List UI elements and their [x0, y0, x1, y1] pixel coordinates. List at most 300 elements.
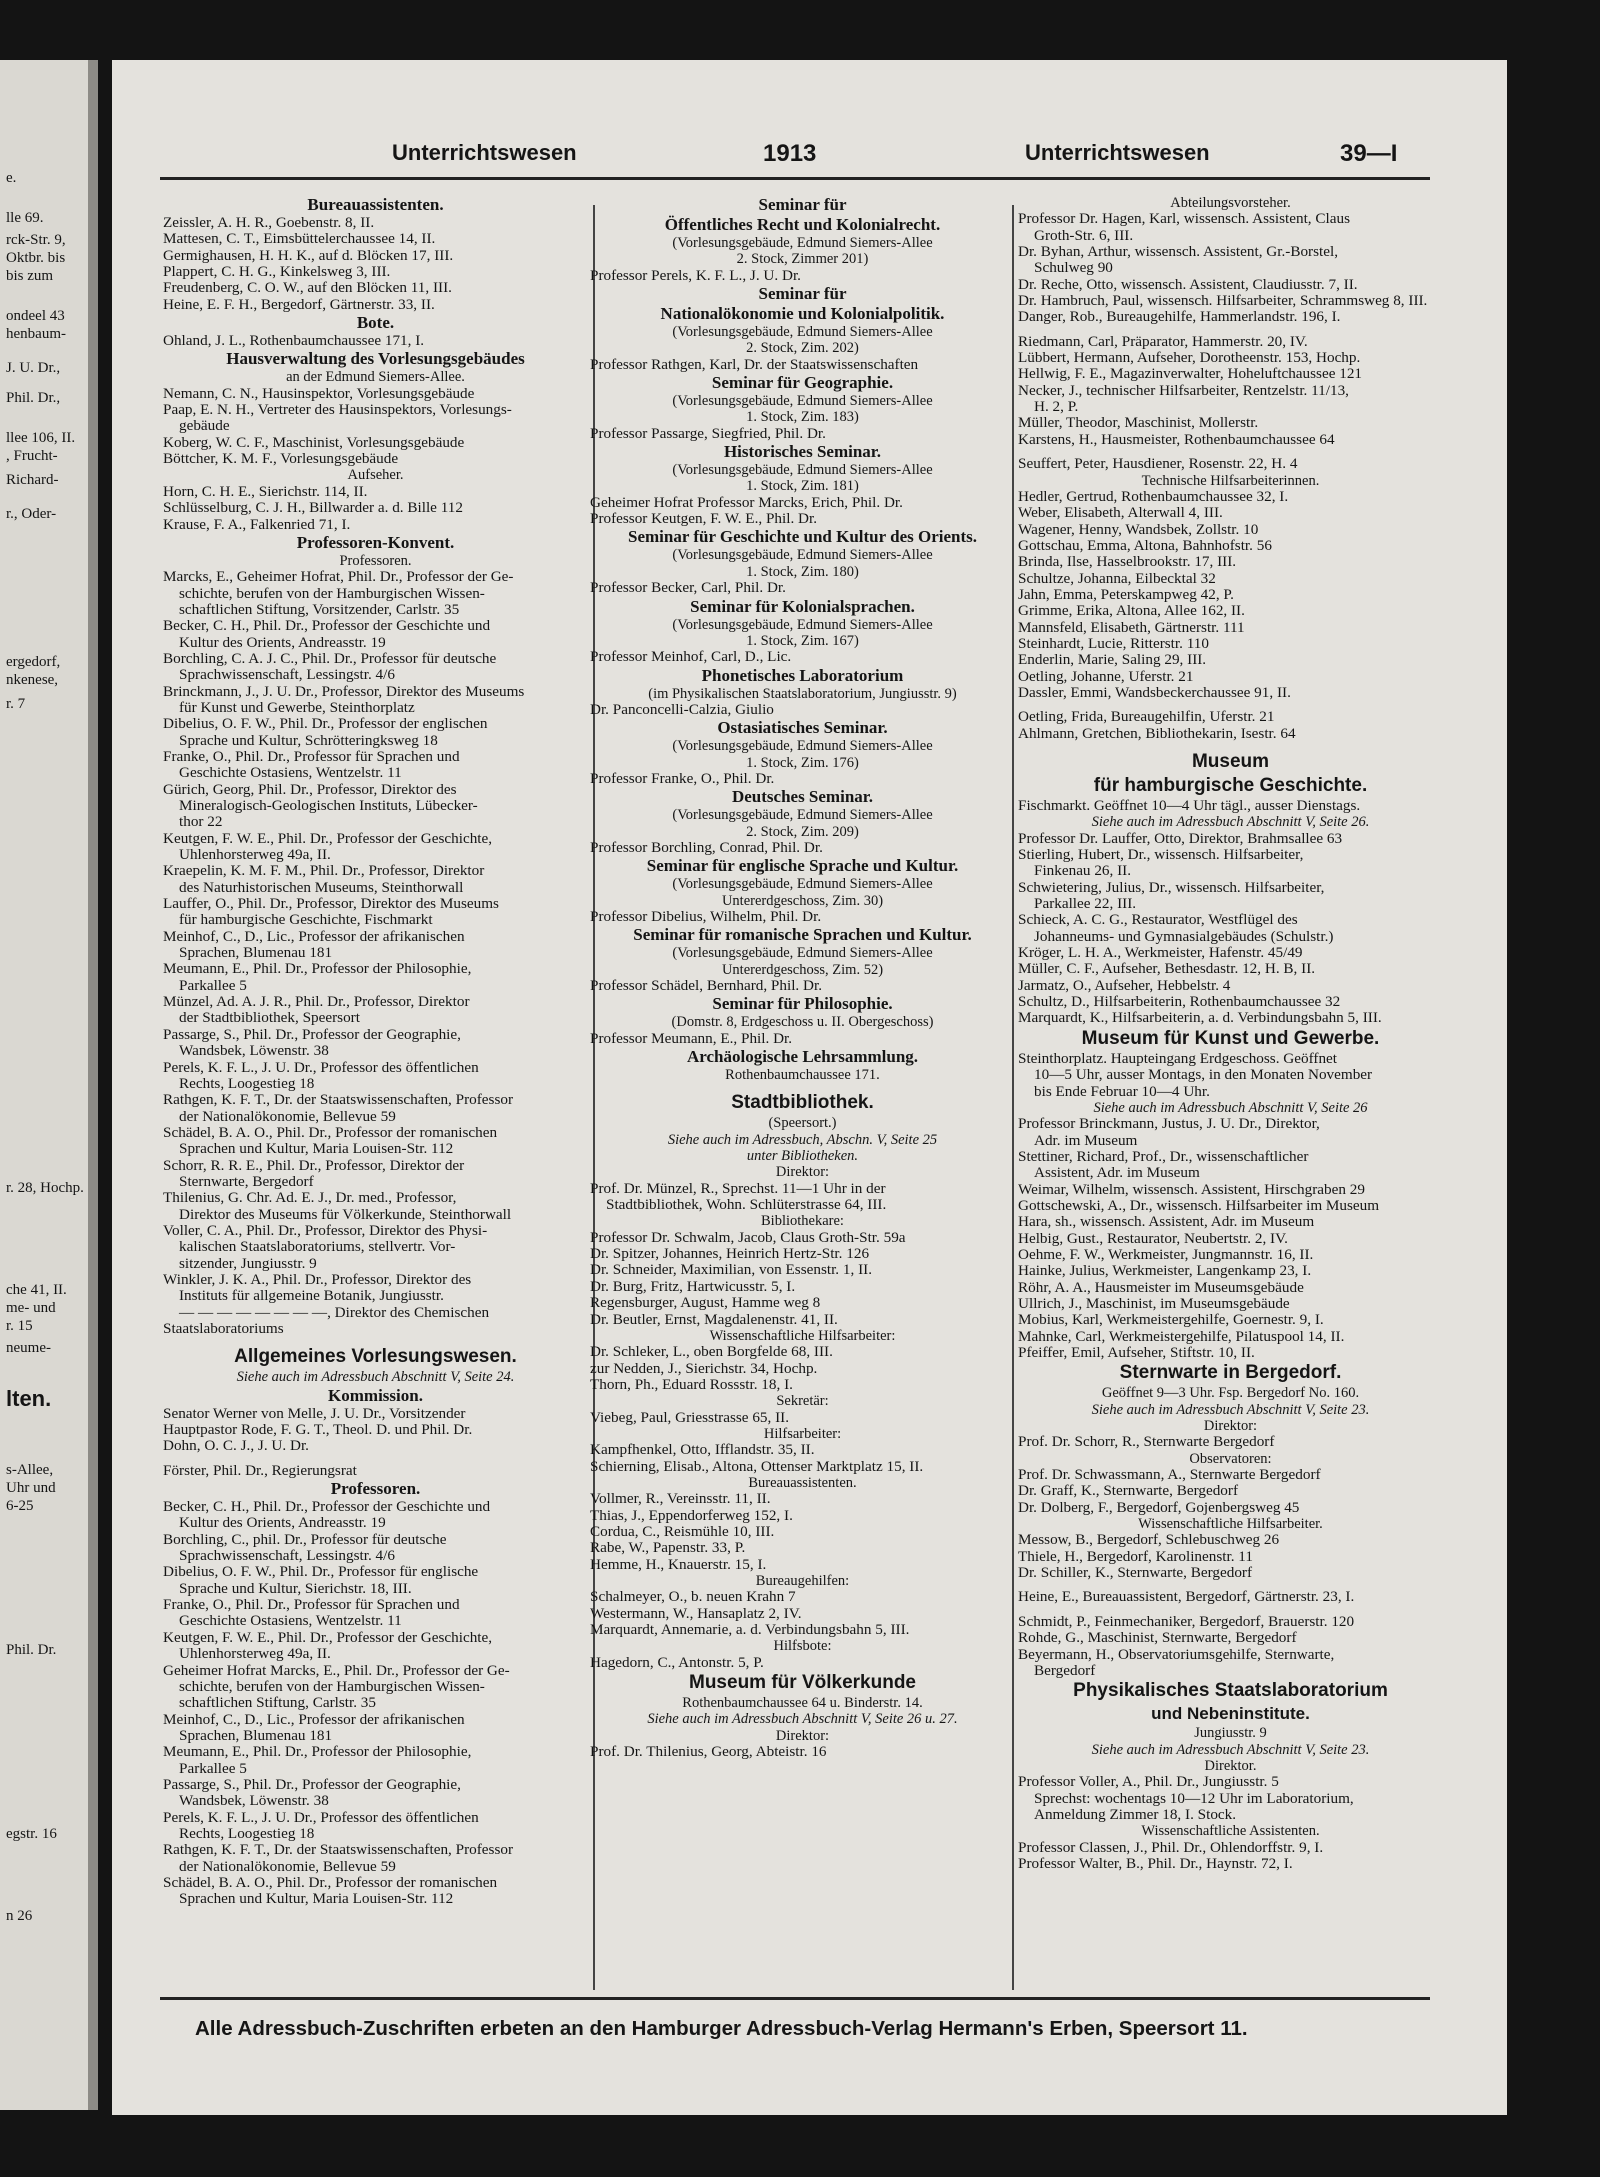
page-number: 39—I: [1340, 140, 1398, 167]
entry-line: Hedler, Gertrud, Rothenbaumchaussee 32, I.: [1018, 488, 1289, 505]
entry-line: Professor Schädel, Bernhard, Phil. Dr.: [590, 978, 822, 994]
entry-line: Dr. Schleker, L., oben Borgfelde 68, III.: [590, 1344, 833, 1361]
subheading: Bibliothekare:: [761, 1213, 844, 1230]
entry-line: Marquardt, K., Hilfsarbeiterin, a. d. Verbindungsbahn 5, III.: [1018, 1010, 1382, 1027]
column-1: [163, 195, 588, 1990]
entry-continuation: schichte, berufen von der Hamburgischen Wissen-: [179, 585, 485, 602]
entry-continuation: Parkallee 5: [179, 1760, 247, 1777]
prev-page-fragment: bis zum: [6, 268, 54, 284]
entry-continuation: Bergedorf: [1034, 1662, 1096, 1679]
entry-line: Professor Perels, K. F. L., J. U. Dr.: [590, 267, 801, 284]
entry-continuation: Adr. im Museum: [1034, 1132, 1138, 1149]
entry-line: Viebeg, Paul, Griesstrasse 65, II.: [590, 1409, 790, 1426]
entry-continuation: Johanneums- und Gymnasialgebäudes (Schulstr.): [1034, 928, 1334, 945]
entry-line: Heine, E. F. H., Bergedorf, Gärtnerstr. 33, II.: [163, 296, 435, 313]
prev-page-fragment: lle 69.: [6, 210, 44, 226]
prev-page-fragment: me- und: [6, 1300, 56, 1316]
entry-continuation: der Stadtbibliothek, Speersort: [179, 1010, 360, 1027]
entry-line: Franke, O., Phil. Dr., Professor für Sprachen und: [163, 748, 460, 765]
prev-page-fragment: , Frucht-: [6, 448, 58, 464]
running-head-right: Unterrichtswesen: [1025, 140, 1210, 165]
institution-heading: Sternwarte in Bergedorf.: [1119, 1362, 1342, 1384]
section-heading: Phonetisches Laboratorium: [701, 665, 904, 685]
entry-continuation: 10—5 Uhr, ausser Montags, in den Monaten November: [1034, 1067, 1373, 1084]
entry-line: Mattesen, C. T., Eimsbüttelerchaussee 14, II.: [163, 231, 436, 248]
subheading: 1. Stock, Zim. 181): [746, 478, 859, 495]
section-heading: Öffentliches Recht und Kolonialrecht.: [664, 215, 941, 234]
entry-line: Hara, sh., wissensch. Assistent, Adr. im Museum: [1018, 1214, 1315, 1231]
entry-line: Professor Dr. Hagen, Karl, wissensch. Assistent, Claus: [1018, 211, 1350, 228]
entry-line: Professor Rathgen, Karl, Dr. der Staatswissenschaften: [590, 356, 919, 373]
institution-heading: Stadtbibliothek.: [731, 1092, 874, 1114]
subheading: 2. Stock, Zim. 202): [746, 340, 859, 357]
running-head-left: Unterrichtswesen: [392, 140, 577, 165]
entry-line: Stettiner, Richard, Prof., Dr., wissenschaftlicher: [1018, 1148, 1309, 1165]
subheading: (Vorlesungsgebäude, Edmund Siemers-Allee: [672, 547, 933, 564]
entry-continuation: für Kunst und Gewerbe, Steinthorplatz: [179, 699, 415, 716]
entry-line: Oetling, Frida, Bureaugehilfin, Uferstr. 21: [1018, 709, 1275, 726]
entry-line: Thilenius, G. Chr. Ad. E. J., Dr. med., Professor,: [163, 1190, 457, 1207]
institution-heading: für hamburgische Geschichte.: [1093, 775, 1368, 796]
cross-reference: Siehe auch im Adressbuch Abschnitt V, Seite 26.: [1091, 814, 1370, 831]
entry-line: Fischmarkt. Geöffnet 10—4 Uhr tägl., ausser Dienstags.: [1018, 798, 1361, 814]
subheading: Direktor:: [1203, 1418, 1258, 1435]
entry-line: Pfeiffer, Emil, Aufseher, Stiftstr. 10, II.: [1018, 1345, 1255, 1361]
entry-line: Nemann, C. N., Hausinspektor, Vorlesungsgebäude: [163, 385, 475, 402]
subheading: (Vorlesungsgebäude, Edmund Siemers-Allee: [672, 945, 933, 962]
section-heading: Ostasiatisches Seminar.: [717, 718, 888, 738]
cross-reference: Siehe auch im Adressbuch, Abschn. V, Seite 25: [667, 1131, 938, 1148]
entry-line: Mobius, Karl, Werkmeistergehilfe, Goernestr. 9, I.: [1018, 1312, 1324, 1329]
entry-line: Steinthorplatz. Haupteingang Erdgeschoss. Geöffnet: [1018, 1050, 1337, 1067]
subheading: Jungiusstr. 9: [1194, 1725, 1267, 1742]
entry-line: Staatslaboratoriums: [163, 1321, 284, 1337]
entry-line: Meinhof, C., D., Lic., Professor der afrikanischen: [163, 928, 465, 945]
entry-line: Professor Dr. Schwalm, Jacob, Claus Groth-Str. 59a: [590, 1229, 906, 1246]
subheading: Sekretär:: [776, 1393, 829, 1410]
entry-line: Schieck, A. C. G., Restaurator, Westflügel des: [1018, 912, 1298, 929]
subheading: 1. Stock, Zim. 167): [746, 632, 859, 649]
entry-line: Krause, F. A., Falkenried 71, I.: [163, 516, 351, 533]
entry-line: Lauffer, O., Phil. Dr., Professor, Direktor des Museums: [163, 896, 499, 913]
prev-page-fragment: Richard-: [6, 472, 59, 488]
entry-line: Borchling, C., phil. Dr., Professor für deutsche: [163, 1531, 447, 1548]
subheading: Professoren.: [339, 552, 412, 569]
prev-page-fragment: rck-Str. 9,: [6, 232, 66, 248]
entry-line: Keutgen, F. W. E., Phil. Dr., Professor der Geschichte,: [163, 1629, 493, 1646]
subheading: (Vorlesungsgebäude, Edmund Siemers-Allee: [672, 235, 933, 251]
section-heading: Hausverwaltung des Vorlesungsgebäudes: [226, 349, 525, 369]
entry-continuation: des Naturhistorischen Museums, Steinthorwall: [179, 879, 464, 896]
subheading: Rothenbaumchaussee 64 u. Binderstr. 14.: [682, 1695, 923, 1712]
spacer: [1018, 701, 1443, 709]
entry-continuation: Sternwarte, Bergedorf: [179, 1173, 314, 1190]
spacer: [1018, 448, 1443, 456]
entry-continuation: Sprache und Kultur, Schrötteringksweg 18: [179, 732, 438, 749]
entry-line: Prof. Dr. Thilenius, Georg, Abteistr. 16: [590, 1744, 827, 1761]
cross-reference: Siehe auch im Adressbuch Abschnitt V, Seite 23.: [1091, 1741, 1370, 1758]
entry-line: Schädel, B. A. O., Phil. Dr., Professor der romanischen: [163, 1124, 498, 1141]
column-3: [1018, 195, 1443, 1990]
entry-line: Kraepelin, K. M. F. M., Phil. Dr., Professor, Direktor: [163, 863, 485, 880]
entry-continuation: für hamburgische Geschichte, Fischmarkt: [179, 912, 433, 929]
entry-line: Passarge, S., Phil. Dr., Professor der Geographie,: [163, 1776, 461, 1793]
institution-heading: Museum für Kunst und Gewerbe.: [1081, 1027, 1380, 1049]
prev-page-fragment: r. 15: [6, 1318, 33, 1334]
entry-line: Vollmer, R., Vereinsstr. 11, II.: [590, 1491, 771, 1508]
entry-line: Böttcher, K. M. F., Vorlesungsgebäude: [163, 451, 399, 468]
entry-line: Oehme, F. W., Werkmeister, Jungmannstr. 16, II.: [1018, 1246, 1314, 1263]
prev-page-fragment: r., Oder-: [6, 506, 57, 522]
entry-continuation: Sprachen, Blumenau 181: [179, 1727, 333, 1744]
entry-continuation: Stadtbibliothek, Wohn. Schlüterstrasse 64, III.: [606, 1197, 887, 1214]
subheading: (im Physikalischen Staatslaboratorium, Jungiusstr. 9): [648, 685, 957, 702]
entry-continuation: Rechts, Loogestieg 18: [179, 1075, 315, 1092]
entry-line: Professor Classen, J., Phil. Dr., Ohlendorffstr. 9, I.: [1018, 1839, 1324, 1856]
entry-line: Dr. Schiller, K., Sternwarte, Bergedorf: [1018, 1565, 1253, 1582]
entry-continuation: Uhlenhorsterweg 49a, II.: [179, 1646, 331, 1663]
entry-line: Dr. Spitzer, Johannes, Heinrich Hertz-Str. 126: [590, 1246, 870, 1263]
entry-line: Ahlmann, Gretchen, Bibliothekarin, Isestr. 64: [1018, 725, 1296, 742]
entry-line: Perels, K. F. L., J. U. Dr., Professor des öffentlichen: [163, 1809, 479, 1826]
prev-page-fragment: n 26: [6, 1908, 33, 1924]
column-divider: [1012, 205, 1014, 1990]
entry-line: Schultz, D., Hilfsarbeiterin, Rothenbaumchaussee 32: [1018, 994, 1341, 1011]
entry-continuation: Instituts für allgemeine Botanik, Jungiusstr.: [179, 1288, 444, 1305]
prev-page-fragment: henbaum-: [6, 326, 66, 342]
entry-continuation: Sprachen und Kultur, Maria Louisen-Str. 112: [179, 1891, 454, 1908]
entry-line: Müller, C. F., Aufseher, Bethesdastr. 12, H. B, II.: [1018, 961, 1316, 978]
entry-continuation: — — — — — — — —, Direktor des Chemischen: [179, 1304, 490, 1321]
entry-line: Perels, K. F. L., J. U. Dr., Professor des öffentlichen: [163, 1059, 479, 1076]
entry-line: Paap, E. N. H., Vertreter des Hausinspektors, Vorlesungs-: [163, 402, 512, 419]
entry-line: Dr. Graff, K., Sternwarte, Bergedorf: [1018, 1483, 1239, 1500]
subheading: Geöffnet 9—3 Uhr. Fsp. Bergedorf No. 160.: [1101, 1385, 1360, 1402]
entry-line: Schalmeyer, O., b. neuen Krahn 7: [590, 1589, 796, 1606]
entry-line: Hemme, H., Knauerstr. 15, I.: [590, 1556, 767, 1573]
section-heading: Seminar für Geschichte und Kultur des Orients.: [628, 527, 977, 547]
entry-continuation: Groth-Str. 6, III.: [1034, 227, 1134, 244]
entry-line: Dr. Schneider, Maximilian, von Essenstr. 1, II.: [590, 1262, 873, 1279]
entry-continuation: bis Ende Februar 10—4 Uhr.: [1034, 1083, 1210, 1100]
cross-reference: Siehe auch im Adressbuch Abschnitt V, Seite 26 u. 27.: [647, 1711, 958, 1728]
section-heading: Seminar für Geographie.: [711, 373, 894, 393]
entry-line: Rohde, G., Maschinist, Sternwarte, Bergedorf: [1018, 1630, 1297, 1647]
entry-line: Förster, Phil. Dr., Regierungsrat: [163, 1462, 357, 1479]
entry-line: Mannsfeld, Elisabeth, Gärtnerstr. 111: [1018, 619, 1245, 636]
entry-line: Senator Werner von Melle, J. U. Dr., Vorsitzender: [163, 1405, 466, 1422]
subheading: Hilfsarbeiter:: [763, 1425, 842, 1442]
publisher-footer: Alle Adressbuch-Zuschriften erbeten an den Hamburger Adressbuch-Verlag Hermann's Erben, Speersort 11.: [195, 2017, 1248, 2040]
entry-line: Wagener, Henny, Wandsbek, Zollstr. 10: [1018, 521, 1259, 538]
entry-line: Meumann, E., Phil. Dr., Professor der Philosophie,: [163, 961, 472, 978]
section-heading: Professoren.: [330, 1479, 421, 1499]
entry-line: Danger, Rob., Bureaugehilfe, Hammerlandstr. 196, I.: [1018, 309, 1341, 326]
prev-page-fragment: Phil. Dr.: [6, 1642, 57, 1658]
entry-line: Hainke, Julius, Werkmeister, Langenkamp 23, I.: [1018, 1263, 1312, 1280]
entry-line: Schierning, Elisab., Altona, Ottenser Marktplatz 15, II.: [590, 1458, 924, 1475]
cross-reference: Siehe auch im Adressbuch Abschnitt V, Seite 24.: [236, 1369, 515, 1386]
entry-line: Grimme, Erika, Altona, Allee 162, II.: [1018, 603, 1245, 620]
subheading: Bureaugehilfen:: [755, 1573, 850, 1589]
entry-line: Gottschewski, A., Dr., wissensch. Hilfsarbeiter im Museum: [1018, 1197, 1380, 1214]
spacer: [1018, 326, 1443, 334]
entry-line: Heine, E., Bureauassistent, Bergedorf, Gärtnerstr. 23, I.: [1018, 1589, 1355, 1606]
section-heading: Deutsches Seminar.: [731, 787, 874, 807]
cross-reference: Siehe auch im Adressbuch Abschnitt V, Seite 26: [1093, 1099, 1368, 1116]
entry-line: Necker, J., technischer Hilfsarbeiter, Rentzelstr. 11/13,: [1018, 382, 1349, 399]
entry-line: Ullrich, J., Maschinist, im Museumsgebäude: [1018, 1295, 1290, 1312]
entry-continuation: thor 22: [179, 814, 223, 831]
entry-continuation: Schulweg 90: [1034, 260, 1113, 277]
subheading: 1. Stock, Zim. 183): [746, 409, 859, 426]
spacer: [1018, 1581, 1443, 1589]
entry-line: Thorn, Ph., Eduard Rossstr. 18, I.: [590, 1376, 793, 1393]
subheading: Wissenschaftliche Assistenten.: [1141, 1823, 1320, 1840]
entry-line: Schmidt, P., Feinmechaniker, Bergedorf, Brauerstr. 120: [1018, 1613, 1355, 1630]
entry-line: Professor Franke, O., Phil. Dr.: [590, 770, 775, 787]
prev-page-fragment: egstr. 16: [6, 1826, 57, 1842]
header-rule: [160, 177, 1430, 180]
entry-line: Becker, C. H., Phil. Dr., Professor der Geschichte und: [163, 1499, 491, 1516]
entry-line: Dohn, O. C. J., J. U. Dr.: [163, 1438, 309, 1455]
subheading: Wissenschaftliche Hilfsarbeiter:: [709, 1327, 896, 1344]
entry-continuation: der Nationalökonomie, Bellevue 59: [179, 1108, 396, 1125]
entry-line: Professor Walter, B., Phil. Dr., Haynstr. 72, I.: [1018, 1855, 1293, 1872]
entry-line: Cordua, C., Reismühle 10, III.: [590, 1523, 775, 1540]
entry-line: Schlüsselburg, C. J. H., Billwarder a. d. Bille 112: [163, 500, 463, 517]
entry-continuation: Assistent, Adr. im Museum: [1034, 1165, 1200, 1182]
subheading: Technische Hilfsarbeiterinnen.: [1141, 472, 1320, 489]
institution-heading: Museum für Völkerkunde: [689, 1672, 916, 1694]
prev-page-fragment: s-Allee,: [6, 1462, 54, 1478]
entry-line: Riedmann, Carl, Präparator, Hammerstr. 20, IV.: [1018, 333, 1308, 350]
running-head-year: 1913: [763, 140, 817, 167]
entry-line: Professor Meinhof, Carl, D., Lic.: [590, 649, 792, 666]
entry-line: Professor Passarge, Siegfried, Phil. Dr.: [590, 425, 826, 442]
cross-reference: unter Bibliotheken.: [746, 1148, 859, 1165]
entry-line: Becker, C. H., Phil. Dr., Professor der Geschichte und: [163, 618, 491, 635]
entry-continuation: sitzender, Jungiusstr. 9: [179, 1255, 317, 1272]
prev-page-fragment: ondeel 43: [6, 308, 65, 324]
entry-line: Professor Keutgen, F. W. E., Phil. Dr.: [590, 511, 818, 528]
entry-continuation: Geschichte Ostasiens, Wentzelstr. 11: [179, 1613, 402, 1630]
entry-line: zur Nedden, J., Sierichstr. 34, Hochp.: [590, 1360, 818, 1377]
subheading: (Domstr. 8, Erdgeschoss u. II. Obergeschoss): [671, 1014, 934, 1031]
section-heading: Professoren-Konvent.: [296, 532, 455, 552]
prev-page-fragment: e.: [6, 170, 17, 186]
subheading: (Vorlesungsgebäude, Edmund Siemers-Allee: [672, 462, 933, 479]
entry-continuation: Wandsbek, Löwenstr. 38: [179, 1043, 329, 1060]
entry-continuation: Geschichte Ostasiens, Wentzelstr. 11: [179, 765, 402, 782]
prev-page-fragment: nkenese,: [6, 672, 59, 688]
prev-page-fragment: r. 28, Hochp.: [6, 1180, 84, 1196]
prev-page-fragment: llee 106, II.: [6, 430, 76, 446]
entry-line: Mahnke, Carl, Werkmeistergehilfe, Pilatuspool 14, II.: [1018, 1328, 1345, 1345]
prev-page-fragment: lten.: [6, 1386, 52, 1411]
entry-line: Prof. Dr. Münzel, R., Sprechst. 11—1 Uhr in der: [590, 1180, 886, 1197]
entry-line: Winkler, J. K. A., Phil. Dr., Professor, Direktor des: [163, 1271, 472, 1288]
entry-line: Dr. Dolberg, F., Bergedorf, Gojenbergsweg 45: [1018, 1499, 1300, 1516]
entry-line: Westermann, W., Hansaplatz 2, IV.: [590, 1605, 802, 1622]
subheading: (Vorlesungsgebäude, Edmund Siemers-Allee: [672, 393, 933, 410]
subheading: Aufseher.: [347, 467, 404, 484]
entry-continuation: Kultur des Orients, Andreasstr. 19: [179, 1515, 386, 1532]
entry-line: Marcks, E., Geheimer Hofrat, Phil. Dr., Professor der Ge-: [163, 569, 514, 586]
entry-line: Schädel, B. A. O., Phil. Dr., Professor der romanischen: [163, 1874, 498, 1891]
subheading: Rothenbaumchaussee 171.: [725, 1067, 880, 1084]
entry-line: Müller, Theodor, Maschinist, Mollerstr.: [1018, 415, 1259, 432]
entry-line: Thiele, H., Bergedorf, Karolinenstr. 11: [1018, 1548, 1253, 1565]
subheading: (Vorlesungsgebäude, Edmund Siemers-Allee: [672, 616, 933, 633]
entry-continuation: Sprache und Kultur, Sierichstr. 18, III.: [179, 1580, 412, 1597]
entry-line: Horn, C. H. E., Sierichstr. 114, II.: [163, 483, 368, 500]
entry-continuation: schaftlichen Stiftung, Vorsitzender, Carlstr. 35: [179, 601, 460, 618]
entry-line: Professor Borchling, Conrad, Phil. Dr.: [590, 839, 823, 856]
subheading: (Vorlesungsgebäude, Edmund Siemers-Allee: [672, 738, 933, 755]
entry-line: Prof. Dr. Schorr, R., Sternwarte Bergedorf: [1018, 1434, 1275, 1451]
entry-line: Dr. Beutler, Ernst, Magdalenenstr. 41, II.: [590, 1311, 838, 1328]
prev-page-fragment: r. 7: [6, 696, 26, 712]
entry-line: Oetling, Johanne, Uferstr. 21: [1018, 668, 1194, 685]
prev-page-fragment: che 41, II.: [6, 1282, 67, 1298]
entry-line: Regensburger, August, Hamme weg 8: [590, 1295, 821, 1312]
entry-line: Rabe, W., Papenstr. 33, P.: [590, 1540, 746, 1557]
entry-line: Meumann, E., Phil. Dr., Professor der Philosophie,: [163, 1744, 472, 1761]
entry-line: Brinda, Ilse, Hasselbrookstr. 17, III.: [1018, 554, 1237, 571]
entry-line: Weber, Elisabeth, Alterwall 4, III.: [1018, 505, 1223, 522]
entry-line: Weimar, Wilhelm, wissensch. Assistent, Hirschgraben 29: [1018, 1181, 1365, 1198]
entry-line: Steinhardt, Lucie, Ritterstr. 110: [1018, 635, 1209, 652]
entry-line: Geheimer Hofrat Professor Marcks, Erich, Phil. Dr.: [590, 494, 903, 511]
entry-line: Freudenberg, C. O. W., auf den Blöcken 11, III.: [163, 280, 452, 297]
subheading: Hilfsbote:: [773, 1638, 832, 1655]
spacer: [1018, 742, 1443, 750]
entry-continuation: Sprachen und Kultur, Maria Louisen-Str. 112: [179, 1141, 454, 1158]
subheading: Bureauassistenten.: [748, 1474, 857, 1491]
entry-line: Voller, C. A., Phil. Dr., Professor, Direktor des Physi-: [163, 1222, 488, 1239]
subheading: Observatoren:: [1189, 1450, 1272, 1467]
entry-line: Professor Dibelius, Wilhelm, Phil. Dr.: [590, 908, 822, 925]
entry-line: Schorr, R. R. E., Phil. Dr., Professor, Direktor der: [163, 1157, 465, 1174]
entry-line: Jahn, Emma, Peterskampweg 42, P.: [1018, 586, 1234, 603]
entry-line: Plappert, C. H. G., Kinkelsweg 3, III.: [163, 264, 391, 281]
entry-line: Dibelius, O. F. W., Phil. Dr., Professor für englische: [163, 1564, 479, 1581]
entry-line: Kröger, L. H. A., Werkmeister, Hafenstr. 45/49: [1018, 945, 1303, 962]
section-heading: Archäologische Lehrsammlung.: [686, 1047, 919, 1067]
entry-line: Röhr, A. A., Hausmeister im Museumsgebäude: [1018, 1279, 1304, 1296]
entry-line: Kampfhenkel, Otto, Ifflandstr. 35, II.: [590, 1442, 815, 1459]
institution-heading: Allgemeines Vorlesungswesen.: [234, 1346, 517, 1368]
section-heading: Seminar für: [758, 284, 847, 304]
subheading: 2. Stock, Zimmer 201): [736, 251, 869, 268]
entry-line: Professor Meumann, E., Phil. Dr.: [590, 1030, 793, 1047]
institution-subheading: und Nebeninstitute.: [1151, 1704, 1310, 1724]
entry-line: Professor Dr. Lauffer, Otto, Direktor, Brahmsallee 63: [1018, 830, 1343, 847]
entry-line: Passarge, S., Phil. Dr., Professor der Geographie,: [163, 1026, 461, 1043]
entry-continuation: Kultur des Orients, Andreasstr. 19: [179, 634, 386, 651]
entry-line: Professor Brinckmann, Justus, J. U. Dr., Direktor,: [1018, 1116, 1320, 1133]
entry-line: Keutgen, F. W. E., Phil. Dr., Professor der Geschichte,: [163, 830, 493, 847]
entry-line: Rathgen, K. F. T., Dr. der Staatswissenschaften, Professor: [163, 1092, 514, 1109]
footer-rule: [160, 1997, 1430, 2000]
section-heading: Nationalökonomie und Kolonialpolitik.: [660, 304, 945, 324]
entry-line: Hagedorn, C., Antonstr. 5, P.: [590, 1654, 764, 1671]
section-heading: Seminar für Kolonialsprachen.: [690, 596, 915, 616]
entry-line: Rathgen, K. F. T., Dr. der Staatswissenschaften, Professor: [163, 1842, 514, 1859]
subheading: (Speersort.): [768, 1115, 837, 1132]
entry-line: Dibelius, O. F. W., Phil. Dr., Professor der englischen: [163, 716, 488, 733]
entry-continuation: H. 2, P.: [1034, 399, 1079, 416]
entry-line: Gottschau, Emma, Altona, Bahnhofstr. 56: [1018, 537, 1272, 554]
entry-continuation: Finkenau 26, II.: [1034, 863, 1132, 880]
entry-line: Thias, J., Eppendorferweg 152, I.: [590, 1507, 793, 1524]
subheading: (Vorlesungsgebäude, Edmund Siemers-Allee: [672, 876, 933, 893]
entry-continuation: der Nationalökonomie, Bellevue 59: [179, 1858, 396, 1875]
entry-continuation: schaftlichen Stiftung, Carlstr. 35: [179, 1695, 376, 1712]
entry-line: Zeissler, A. H. R., Goebenstr. 8, II.: [163, 215, 375, 231]
subheading: (Vorlesungsgebäude, Edmund Siemers-Allee: [672, 324, 933, 341]
section-heading: Seminar für Philosophie.: [712, 994, 893, 1014]
entry-line: Borchling, C. A. J. C., Phil. Dr., Professor für deutsche: [163, 650, 497, 667]
subheading: Abteilungsvorsteher.: [1170, 195, 1291, 211]
entry-line: Dr. Byhan, Arthur, wissensch. Assistent, Gr.-Borstel,: [1018, 244, 1339, 261]
entry-line: Schwietering, Julius, Dr., wissensch. Hilfsarbeiter,: [1018, 879, 1325, 896]
entry-continuation: Wandsbek, Löwenstr. 38: [179, 1793, 329, 1810]
entry-line: Hellwig, F. E., Magazinverwalter, Hoheluftchaussee 121: [1018, 366, 1363, 383]
subheading: Direktor.: [1204, 1757, 1257, 1774]
prev-page-fragment: ergedorf,: [6, 654, 61, 670]
spacer: [590, 1083, 1015, 1091]
entry-line: Franke, O., Phil. Dr., Professor für Sprachen und: [163, 1597, 460, 1614]
subheading: (Vorlesungsgebäude, Edmund Siemers-Allee: [672, 807, 933, 824]
entry-continuation: Sprachwissenschaft, Lessingstr. 4/6: [179, 667, 395, 684]
entry-line: Messow, B., Bergedorf, Schlebuschweg 26: [1018, 1532, 1280, 1549]
subheading: 1. Stock, Zim. 180): [746, 563, 859, 580]
entry-line: Ohland, J. L., Rothenbaumchaussee 171, I.: [163, 333, 425, 350]
entry-line: Münzel, Ad. A. J. R., Phil. Dr., Professor, Direktor: [163, 994, 470, 1011]
entry-line: Professor Becker, Carl, Phil. Dr.: [590, 580, 786, 597]
prev-page-fragment: Phil. Dr.,: [6, 390, 61, 406]
subheading: 2. Stock, Zim. 209): [746, 823, 859, 840]
section-heading: Historisches Seminar.: [723, 442, 882, 462]
entry-continuation: Sprachen, Blumenau 181: [179, 945, 333, 962]
entry-line: Beyermann, H., Observatoriumsgehilfe, Sternwarte,: [1018, 1646, 1335, 1663]
subheading: an der Edmund Siemers-Allee.: [286, 369, 465, 386]
cross-reference: Siehe auch im Adressbuch Abschnitt V, Seite 23.: [1091, 1401, 1370, 1418]
entry-line: Hauptpastor Rode, F. G. T., Theol. D. und Phil. Dr.: [163, 1422, 473, 1439]
section-heading: Seminar für englische Sprache und Kultur.: [646, 856, 959, 876]
spacer: [163, 1337, 588, 1345]
entry-line: Professor Voller, A., Phil. Dr., Jungiusstr. 5: [1018, 1774, 1279, 1791]
entry-continuation: Mineralogisch-Geologischen Instituts, Lübecker-: [179, 798, 478, 814]
subheading: Untererdgeschoss, Zim. 30): [721, 892, 884, 909]
entry-line: Brinckmann, J., J. U. Dr., Professor, Direktor des Museums: [163, 683, 525, 700]
section-heading: Bureauassistenten.: [307, 195, 444, 214]
entry-continuation: schichte, berufen von der Hamburgischen Wissen-: [179, 1678, 485, 1695]
page-gutter: [88, 60, 98, 2110]
entry-line: Germighausen, H. H. K., auf d. Blöcken 17, III.: [163, 247, 454, 264]
column-2: [590, 195, 1015, 1990]
spacer: [163, 1455, 588, 1463]
entry-continuation: Uhlenhorsterweg 49a, II.: [179, 847, 331, 864]
entry-line: Dr. Hambruch, Paul, wissensch. Hilfsarbeiter, Schrammsweg 8, III.: [1018, 293, 1428, 310]
section-heading: Seminar für romanische Sprachen und Kultur.: [633, 925, 972, 945]
prev-page-fragment: 6-25: [6, 1498, 34, 1514]
entry-line: Marquardt, Annemarie, a. d. Verbindungsbahn 5, III.: [590, 1622, 910, 1639]
entry-line: Koberg, W. C. F., Maschinist, Vorlesungsgebäude: [163, 434, 465, 451]
prev-page-fragment: Oktbr. bis: [6, 250, 66, 266]
